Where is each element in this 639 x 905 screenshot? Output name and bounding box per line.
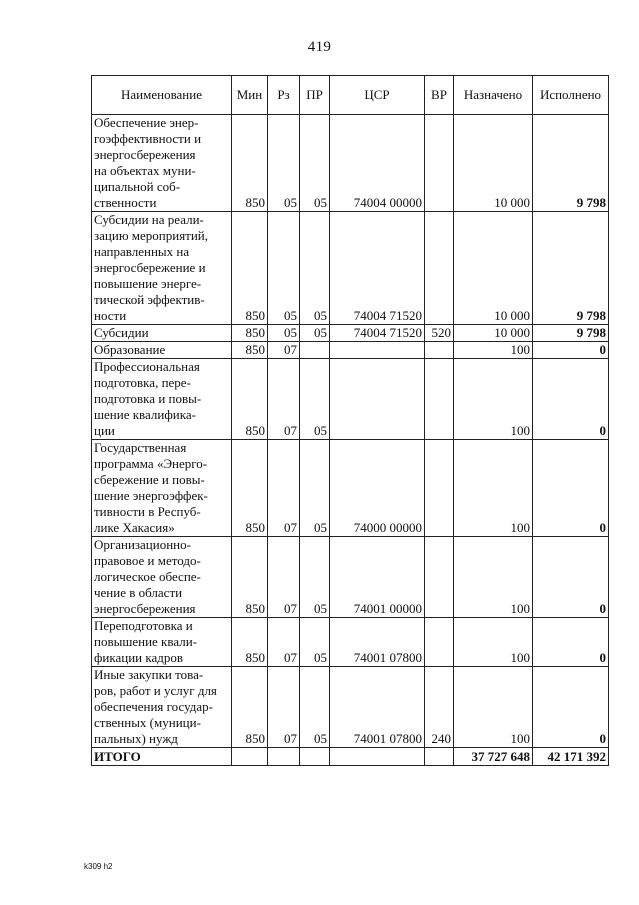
row-name-line: программа «Энерго- (94, 456, 208, 471)
row-csr: 74004 71520 (330, 325, 425, 342)
header-rz: Рз (268, 76, 300, 115)
row-name (92, 212, 232, 325)
row-name-line: энергосбережение и (94, 260, 206, 275)
row-pr: 05 (300, 325, 330, 342)
row-vr (425, 618, 454, 667)
row-csr: 74000 00000 (330, 440, 425, 537)
header-row (92, 76, 609, 115)
row-name-line: энергосбережения (94, 147, 196, 162)
row-executed: 0 (533, 342, 609, 359)
header-pr: ПР (300, 76, 330, 115)
row-assigned: 10 000 (454, 115, 533, 212)
total-label: ИТОГО (92, 748, 232, 766)
row-name-line: Организационно- (94, 537, 191, 552)
row-name-line: Переподготовка и (94, 618, 193, 633)
row-vr: 520 (425, 325, 454, 342)
row-assigned: 10 000 (454, 212, 533, 325)
row-name-line: подготовка, пере- (94, 375, 191, 390)
row-min: 850 (232, 667, 268, 748)
row-name-line: Образование (94, 342, 166, 357)
row-name (92, 667, 232, 748)
row-vr (425, 115, 454, 212)
row-pr: 05 (300, 667, 330, 748)
row-min: 850 (232, 212, 268, 325)
row-csr: 74004 00000 (330, 115, 425, 212)
row-min: 850 (232, 342, 268, 359)
row-executed: 0 (533, 359, 609, 440)
row-name-line: подготовка и повы- (94, 391, 202, 406)
row-csr: 74001 07800 (330, 618, 425, 667)
header-csr: ЦСР (330, 76, 425, 115)
row-assigned: 10 000 (454, 325, 533, 342)
row-name-line: ципальной соб- (94, 179, 181, 194)
total-min (232, 748, 268, 766)
row-name-line: на объектах муни- (94, 163, 196, 178)
total-csr (330, 748, 425, 766)
row-pr: 05 (300, 537, 330, 618)
total-row (92, 748, 609, 766)
row-name-line: ственных (муници- (94, 715, 201, 730)
row-executed: 9 798 (533, 115, 609, 212)
row-pr: 05 (300, 618, 330, 667)
row-name-line: обеспечения государ- (94, 699, 213, 714)
row-vr (425, 359, 454, 440)
row-csr (330, 342, 425, 359)
table-row (92, 115, 609, 212)
row-assigned: 100 (454, 440, 533, 537)
row-name-line: гоэффективности и (94, 131, 202, 146)
header-name: Наименование (92, 76, 232, 115)
total-executed: 42 171 392 (533, 748, 609, 766)
document-code: k309 h2 (84, 862, 113, 871)
row-name-line: правовое и методо- (94, 553, 201, 568)
row-vr (425, 342, 454, 359)
total-assigned: 37 727 648 (454, 748, 533, 766)
row-assigned: 100 (454, 537, 533, 618)
table-row (92, 440, 609, 537)
row-pr (300, 342, 330, 359)
row-name-line: тической эффектив- (94, 292, 205, 307)
table-row (92, 537, 609, 618)
row-name-line: энергосбережения (94, 601, 196, 616)
row-name (92, 115, 232, 212)
row-min: 850 (232, 115, 268, 212)
row-name-line: фикации кадров (94, 650, 184, 665)
table-row (92, 618, 609, 667)
row-rz: 07 (268, 342, 300, 359)
row-csr: 74001 00000 (330, 537, 425, 618)
table-body (92, 115, 609, 766)
row-name-line: чение в области (94, 585, 183, 600)
row-min: 850 (232, 537, 268, 618)
row-rz: 07 (268, 537, 300, 618)
row-vr (425, 212, 454, 325)
row-name-line: направленных на (94, 244, 190, 259)
row-min: 850 (232, 440, 268, 537)
header-assigned: Назначено (454, 76, 533, 115)
row-assigned: 100 (454, 359, 533, 440)
row-name-line: логическое обеспе- (94, 569, 201, 584)
row-name-line: зацию мероприятий, (94, 228, 209, 243)
row-name-line: ции (94, 423, 115, 438)
row-min: 850 (232, 359, 268, 440)
row-assigned: 100 (454, 342, 533, 359)
row-csr (330, 359, 425, 440)
row-name (92, 537, 232, 618)
budget-table (91, 75, 609, 766)
table-row (92, 325, 609, 342)
row-name-line: Субсидии на реали- (94, 212, 204, 227)
row-executed: 9 798 (533, 325, 609, 342)
row-name-line: ности (94, 308, 127, 323)
row-vr (425, 440, 454, 537)
table-row (92, 359, 609, 440)
table-row (92, 212, 609, 325)
row-rz: 05 (268, 212, 300, 325)
row-rz: 07 (268, 359, 300, 440)
row-min: 850 (232, 325, 268, 342)
page-number: 419 (307, 39, 332, 55)
row-name-line: шение энергоэффек- (94, 488, 208, 503)
row-name-line: сбережение и повы- (94, 472, 205, 487)
row-name-line: Профессиональная (94, 359, 200, 374)
row-executed: 0 (533, 667, 609, 748)
header-vr: ВР (425, 76, 454, 115)
row-rz: 05 (268, 325, 300, 342)
total-vr (425, 748, 454, 766)
header-min: Мин (232, 76, 268, 115)
row-assigned: 100 (454, 618, 533, 667)
total-rz (268, 748, 300, 766)
row-name (92, 342, 232, 359)
row-pr: 05 (300, 115, 330, 212)
row-pr: 05 (300, 440, 330, 537)
row-name-line: Обеспечение энер- (94, 115, 199, 130)
row-pr: 05 (300, 359, 330, 440)
row-rz: 07 (268, 618, 300, 667)
row-rz: 07 (268, 440, 300, 537)
row-rz: 05 (268, 115, 300, 212)
row-name (92, 325, 232, 342)
row-name-line: повышение энерге- (94, 276, 202, 291)
table-row (92, 667, 609, 748)
row-name-line: Иные закупки това- (94, 667, 204, 682)
row-min: 850 (232, 618, 268, 667)
row-vr: 240 (425, 667, 454, 748)
row-name (92, 618, 232, 667)
row-name-line: лике Хакасия» (94, 520, 175, 535)
row-name-line: повышение квали- (94, 634, 197, 649)
table-row (92, 342, 609, 359)
row-name-line: ров, работ и услуг для (94, 683, 217, 698)
row-name-line: Субсидии (94, 325, 149, 340)
row-name-line: ственности (94, 195, 157, 210)
row-name (92, 359, 232, 440)
row-vr (425, 537, 454, 618)
row-csr: 74004 71520 (330, 212, 425, 325)
row-executed: 0 (533, 537, 609, 618)
row-name-line: тивности в Респуб- (94, 504, 201, 519)
row-name-line: пальных) нужд (94, 731, 178, 746)
row-name-line: шение квалифика- (94, 407, 196, 422)
row-executed: 9 798 (533, 212, 609, 325)
row-pr: 05 (300, 212, 330, 325)
row-csr: 74001 07800 (330, 667, 425, 748)
row-assigned: 100 (454, 667, 533, 748)
total-pr (300, 748, 330, 766)
row-name (92, 440, 232, 537)
row-executed: 0 (533, 440, 609, 537)
row-executed: 0 (533, 618, 609, 667)
row-name-line: Государственная (94, 440, 187, 455)
row-rz: 07 (268, 667, 300, 748)
header-executed: Исполнено (533, 76, 609, 115)
